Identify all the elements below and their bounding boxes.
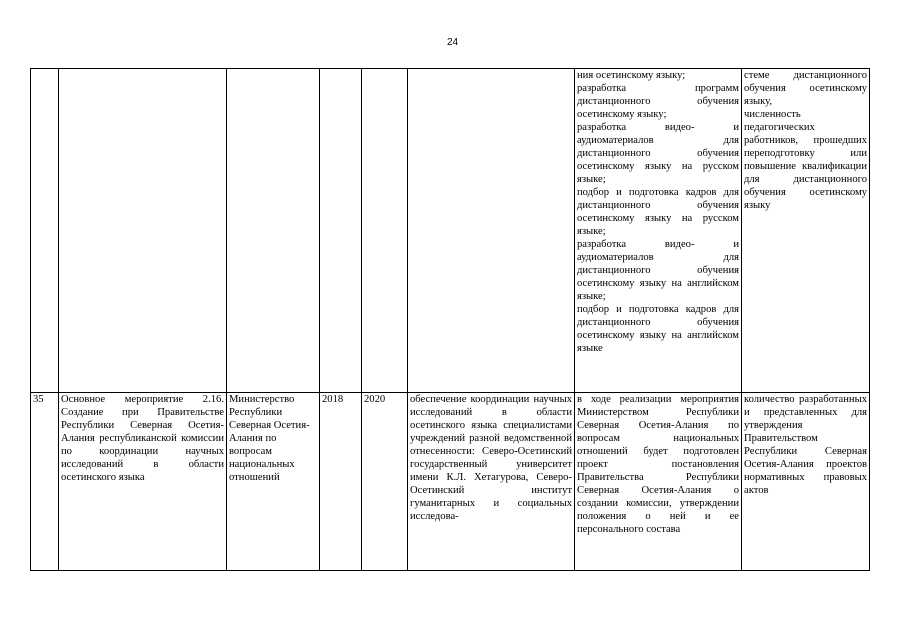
cell-executor: Министерство Республики Северная Осетия-Алания по вопросам национальных отношений <box>227 393 320 571</box>
cell-measure: Основное мероприятие 2.16. Создание при Правительстве Республики Северная Осетия-Алания республиканской комиссии по координации научных исследований в области осетинского языка <box>59 393 227 571</box>
cell-start-year-empty <box>320 69 362 393</box>
table-row-continuation <box>31 69 870 393</box>
cell-start-year: 2018 <box>320 393 362 571</box>
cell-implementation: в ходе реализации мероприятия Министерством Республики Северная Осетия-Алания по вопросам национальных отношений будет подготовлен проект постановления Правительства Республики Северная Осетия-Алания о создании комиссии, утверждении положения о ней и ее персонального состава <box>575 393 742 571</box>
cell-executor-empty <box>227 69 320 393</box>
cell-end-year-empty <box>362 69 408 393</box>
cell-indicators: стеме дистанционного обучения осетинскому языку, численность педагогических работников, прошедших переподготовку или повышение квалификации для дистанционного обучения осетинскому языку <box>742 69 870 393</box>
cell-number-empty <box>31 69 59 393</box>
cell-end-year: 2020 <box>362 393 408 571</box>
page-number: 24 <box>446 37 459 48</box>
cell-number: 35 <box>31 393 59 571</box>
cell-result-empty <box>408 69 575 393</box>
table-row-35 <box>31 393 870 571</box>
program-measures-table <box>30 68 870 571</box>
cell-activities: ния осетинскому языку; разработка программ дистанционного обучения осетинскому языку; разработка видео- и аудиоматериалов для дистанционного обучения осетинскому языку на русском языке; подбор и подготовка кадров для дистанционного обучения осетинскому языку на русском языке; разработка видео- и аудиоматериалов для дистанционного обучения осетинскому языку на английском языке; подбор и подготовка кадров для дистанционного обучения осетинскому языку на английском языке <box>575 69 742 393</box>
cell-measure-empty <box>59 69 227 393</box>
cell-expected-result: обеспечение координации научных исследований в области осетинского языка специалистами учреждений разной ведомственной отнесенности: Северо-Осетинский государственный университет имени К.Л. Хетагурова, Северо-Осетинский институт гуманитарных и социальных исследова- <box>408 393 575 571</box>
cell-indicator: количество разработанных и представленных для утверждения Правительством Республики Северная Осетия-Алания проектов нормативных правовых актов <box>742 393 870 571</box>
